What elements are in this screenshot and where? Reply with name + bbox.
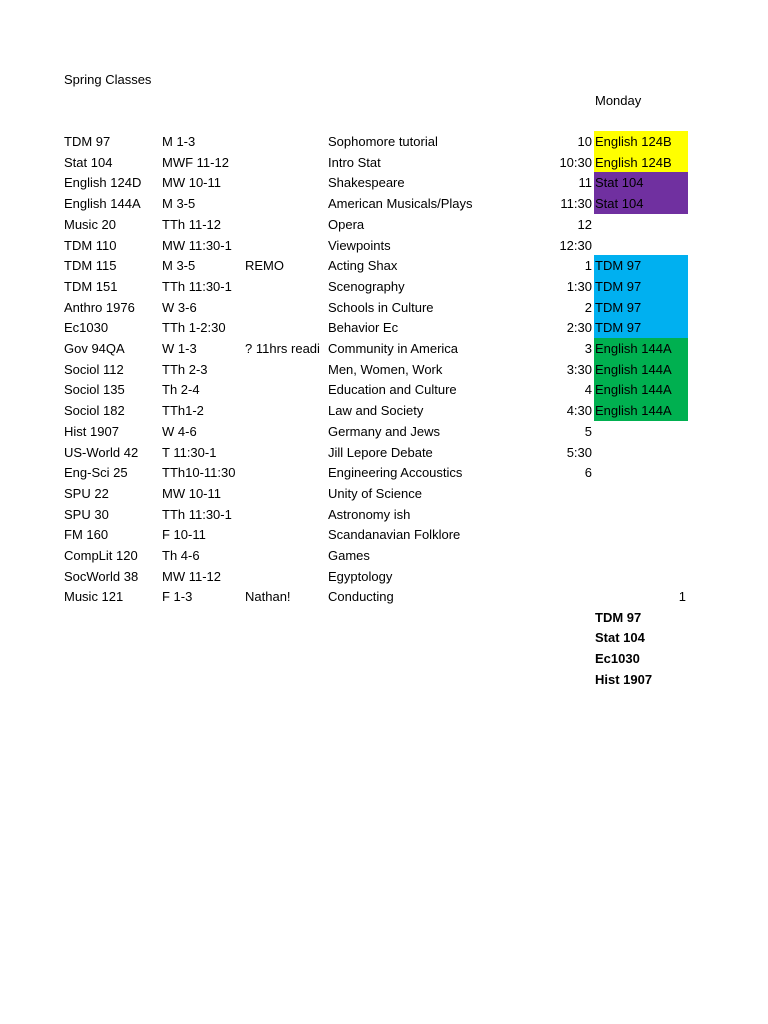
schedule-row xyxy=(0,132,768,152)
class-code: Sociol 182 xyxy=(64,403,125,419)
class-name: Jill Lepore Debate xyxy=(328,444,433,460)
class-time: TTh10-11:30 xyxy=(162,465,236,481)
schedule-class-cell: Stat 104 xyxy=(594,193,688,214)
class-name: Education and Culture xyxy=(328,382,457,398)
schedule-row xyxy=(0,215,768,235)
class-code: Music 121 xyxy=(64,589,124,605)
class-time: MW 10-11 xyxy=(162,175,221,191)
class-time: Th 4-6 xyxy=(162,548,200,563)
schedule-class-cell: English 124B xyxy=(594,131,688,152)
schedule-time: 3 xyxy=(584,341,592,356)
schedule-row xyxy=(0,256,768,276)
schedule-class-cell xyxy=(594,462,688,483)
class-time: TTh 11:30-1 xyxy=(162,278,232,294)
class-name: Intro Stat xyxy=(328,154,381,170)
class-code: Music 20 xyxy=(64,216,117,232)
class-time: M 1-3 xyxy=(162,134,196,149)
class-code: English 124D xyxy=(64,175,142,191)
schedule-time: 5:30 xyxy=(566,444,592,460)
class-code: Hist 1907 xyxy=(64,423,119,439)
class-time: Th 2-4 xyxy=(162,382,200,398)
schedule-row xyxy=(0,360,768,380)
class-code: TDM 110 xyxy=(64,237,117,253)
class-time: TTh 11:30-1 xyxy=(162,506,232,522)
schedule-time: 11 xyxy=(578,175,592,191)
class-name: Community in America xyxy=(328,341,459,356)
schedule-class-cell: English 124B xyxy=(594,152,688,173)
schedule-row xyxy=(0,339,768,359)
class-code: SocWorld 38 xyxy=(64,568,139,584)
class-code: Sociol 135 xyxy=(64,382,125,398)
class-note xyxy=(245,505,327,525)
class-code: US-World 42 xyxy=(64,444,139,460)
class-time: W 3-6 xyxy=(162,299,197,315)
schedule-row xyxy=(0,173,768,193)
class-code: TDM 151 xyxy=(64,278,118,294)
schedule-row xyxy=(0,318,768,338)
class-code: CompLit 120 xyxy=(64,548,138,563)
schedule-time: 1:30 xyxy=(566,278,592,294)
class-row xyxy=(0,484,768,504)
class-name: Egyptology xyxy=(328,568,393,584)
class-row xyxy=(0,546,768,566)
schedule-row xyxy=(0,236,768,256)
class-time: W 4-6 xyxy=(162,423,197,439)
class-name: Shakespeare xyxy=(328,175,405,191)
schedule-time: 5 xyxy=(584,423,592,439)
class-code: FM 160 xyxy=(64,527,109,543)
selected-class: TDM 97 xyxy=(595,610,642,625)
schedule-class-cell xyxy=(594,235,688,256)
class-name: Scenography xyxy=(328,278,405,294)
class-name: Behavior Ec xyxy=(328,320,399,336)
schedule-time: 10:30 xyxy=(559,154,592,170)
class-name: Engineering Accoustics xyxy=(328,465,463,481)
class-code: SPU 30 xyxy=(64,506,109,522)
schedule-class-cell: TDM 97 xyxy=(594,297,688,318)
class-code: Eng-Sci 25 xyxy=(64,465,128,481)
class-name: Astronomy ish xyxy=(328,506,411,522)
schedule-row xyxy=(0,422,768,442)
class-time: MWF 11-12 xyxy=(162,154,229,170)
class-time: MW 10-11 xyxy=(162,485,221,501)
schedule-class-cell: TDM 97 xyxy=(594,276,688,297)
schedule-row xyxy=(0,401,768,421)
class-row xyxy=(0,567,768,587)
class-time: M 3-5 xyxy=(162,196,196,212)
class-time: T 11:30-1 xyxy=(162,444,217,460)
class-time: F 1-3 xyxy=(162,589,193,605)
schedule-class-cell: English 144A xyxy=(594,338,688,359)
class-note: Nathan! xyxy=(245,589,291,605)
class-code: TDM 97 xyxy=(64,134,111,149)
class-row xyxy=(0,525,768,545)
schedule-time: 1 xyxy=(584,258,592,274)
schedule-time: 4:30 xyxy=(566,403,592,419)
schedule-row xyxy=(0,153,768,173)
class-name: Opera xyxy=(328,216,365,232)
schedule-class-cell: English 144A xyxy=(594,400,688,421)
schedule-time: 12:30 xyxy=(559,237,592,253)
selected-class: Stat 104 xyxy=(595,630,645,645)
class-time: TTh 2-3 xyxy=(162,361,208,377)
schedule-class-cell: English 144A xyxy=(594,379,688,400)
class-time: TTh 11-12 xyxy=(162,216,222,232)
class-name: Acting Shax xyxy=(328,258,398,274)
schedule-time: 11:30 xyxy=(560,196,592,212)
class-name: Viewpoints xyxy=(328,237,391,253)
class-note xyxy=(245,525,327,545)
schedule-class-cell: Stat 104 xyxy=(594,172,688,193)
sheet-title: Spring Classes xyxy=(64,72,152,87)
schedule-row xyxy=(0,463,768,483)
class-note xyxy=(245,567,327,587)
day-header: Monday xyxy=(595,93,642,108)
class-name: Unity of Science xyxy=(328,485,422,501)
schedule-class-cell xyxy=(594,421,688,442)
class-code: SPU 22 xyxy=(64,485,109,501)
class-name: Games xyxy=(328,548,370,563)
class-time: M 3-5 xyxy=(162,258,196,274)
count-value: 1 xyxy=(678,589,686,604)
class-name: Law and Society xyxy=(328,403,424,419)
schedule-time: 6 xyxy=(584,465,592,481)
class-code: English 144A xyxy=(64,196,141,212)
class-name: Schools in Culture xyxy=(328,299,434,315)
class-time: MW 11-12 xyxy=(162,568,221,584)
schedule-time: 2:30 xyxy=(566,320,592,336)
schedule-time: 12 xyxy=(577,216,592,232)
class-code: Ec1030 xyxy=(64,320,109,336)
class-time: MW 11:30-1 xyxy=(162,237,232,253)
class-time: TTh1-2 xyxy=(162,403,204,419)
schedule-time: 10 xyxy=(577,134,592,149)
schedule-row xyxy=(0,277,768,297)
schedule-class-cell: TDM 97 xyxy=(594,255,688,276)
class-code: Anthro 1976 xyxy=(64,299,135,315)
schedule-class-cell: TDM 97 xyxy=(594,317,688,338)
schedule-time: 3:30 xyxy=(566,361,592,377)
schedule-class-cell: English 144A xyxy=(594,359,688,380)
class-time: W 1-3 xyxy=(162,341,197,356)
schedule-row xyxy=(0,380,768,400)
class-name: Germany and Jews xyxy=(328,423,440,439)
class-name: Conducting xyxy=(328,589,394,605)
class-note xyxy=(245,484,327,504)
schedule-row xyxy=(0,298,768,318)
class-time: F 10-11 xyxy=(162,527,206,543)
schedule-time: 4 xyxy=(584,382,592,398)
schedule-row xyxy=(0,443,768,463)
class-time: TTh 1-2:30 xyxy=(162,320,226,336)
selected-class: Ec1030 xyxy=(595,651,640,666)
class-name: Men, Women, Work xyxy=(328,361,443,377)
class-name: Sophomore tutorial xyxy=(328,134,438,149)
class-note xyxy=(245,546,327,566)
class-note: REMO xyxy=(245,258,284,274)
class-name: Scandanavian Folklore xyxy=(328,527,461,543)
schedule-row xyxy=(0,194,768,214)
class-code: Gov 94QA xyxy=(64,341,125,356)
class-code: Sociol 112 xyxy=(64,361,124,377)
class-code: TDM 115 xyxy=(64,258,117,274)
schedule-time: 2 xyxy=(584,299,592,315)
schedule-class-cell xyxy=(594,442,688,463)
schedule-class-cell xyxy=(594,214,688,235)
class-row xyxy=(0,505,768,525)
selected-class: Hist 1907 xyxy=(595,672,653,687)
class-code: Stat 104 xyxy=(64,154,113,170)
class-name: American Musicals/Plays xyxy=(328,196,473,212)
class-note: ? 11hrs readi xyxy=(245,341,320,356)
